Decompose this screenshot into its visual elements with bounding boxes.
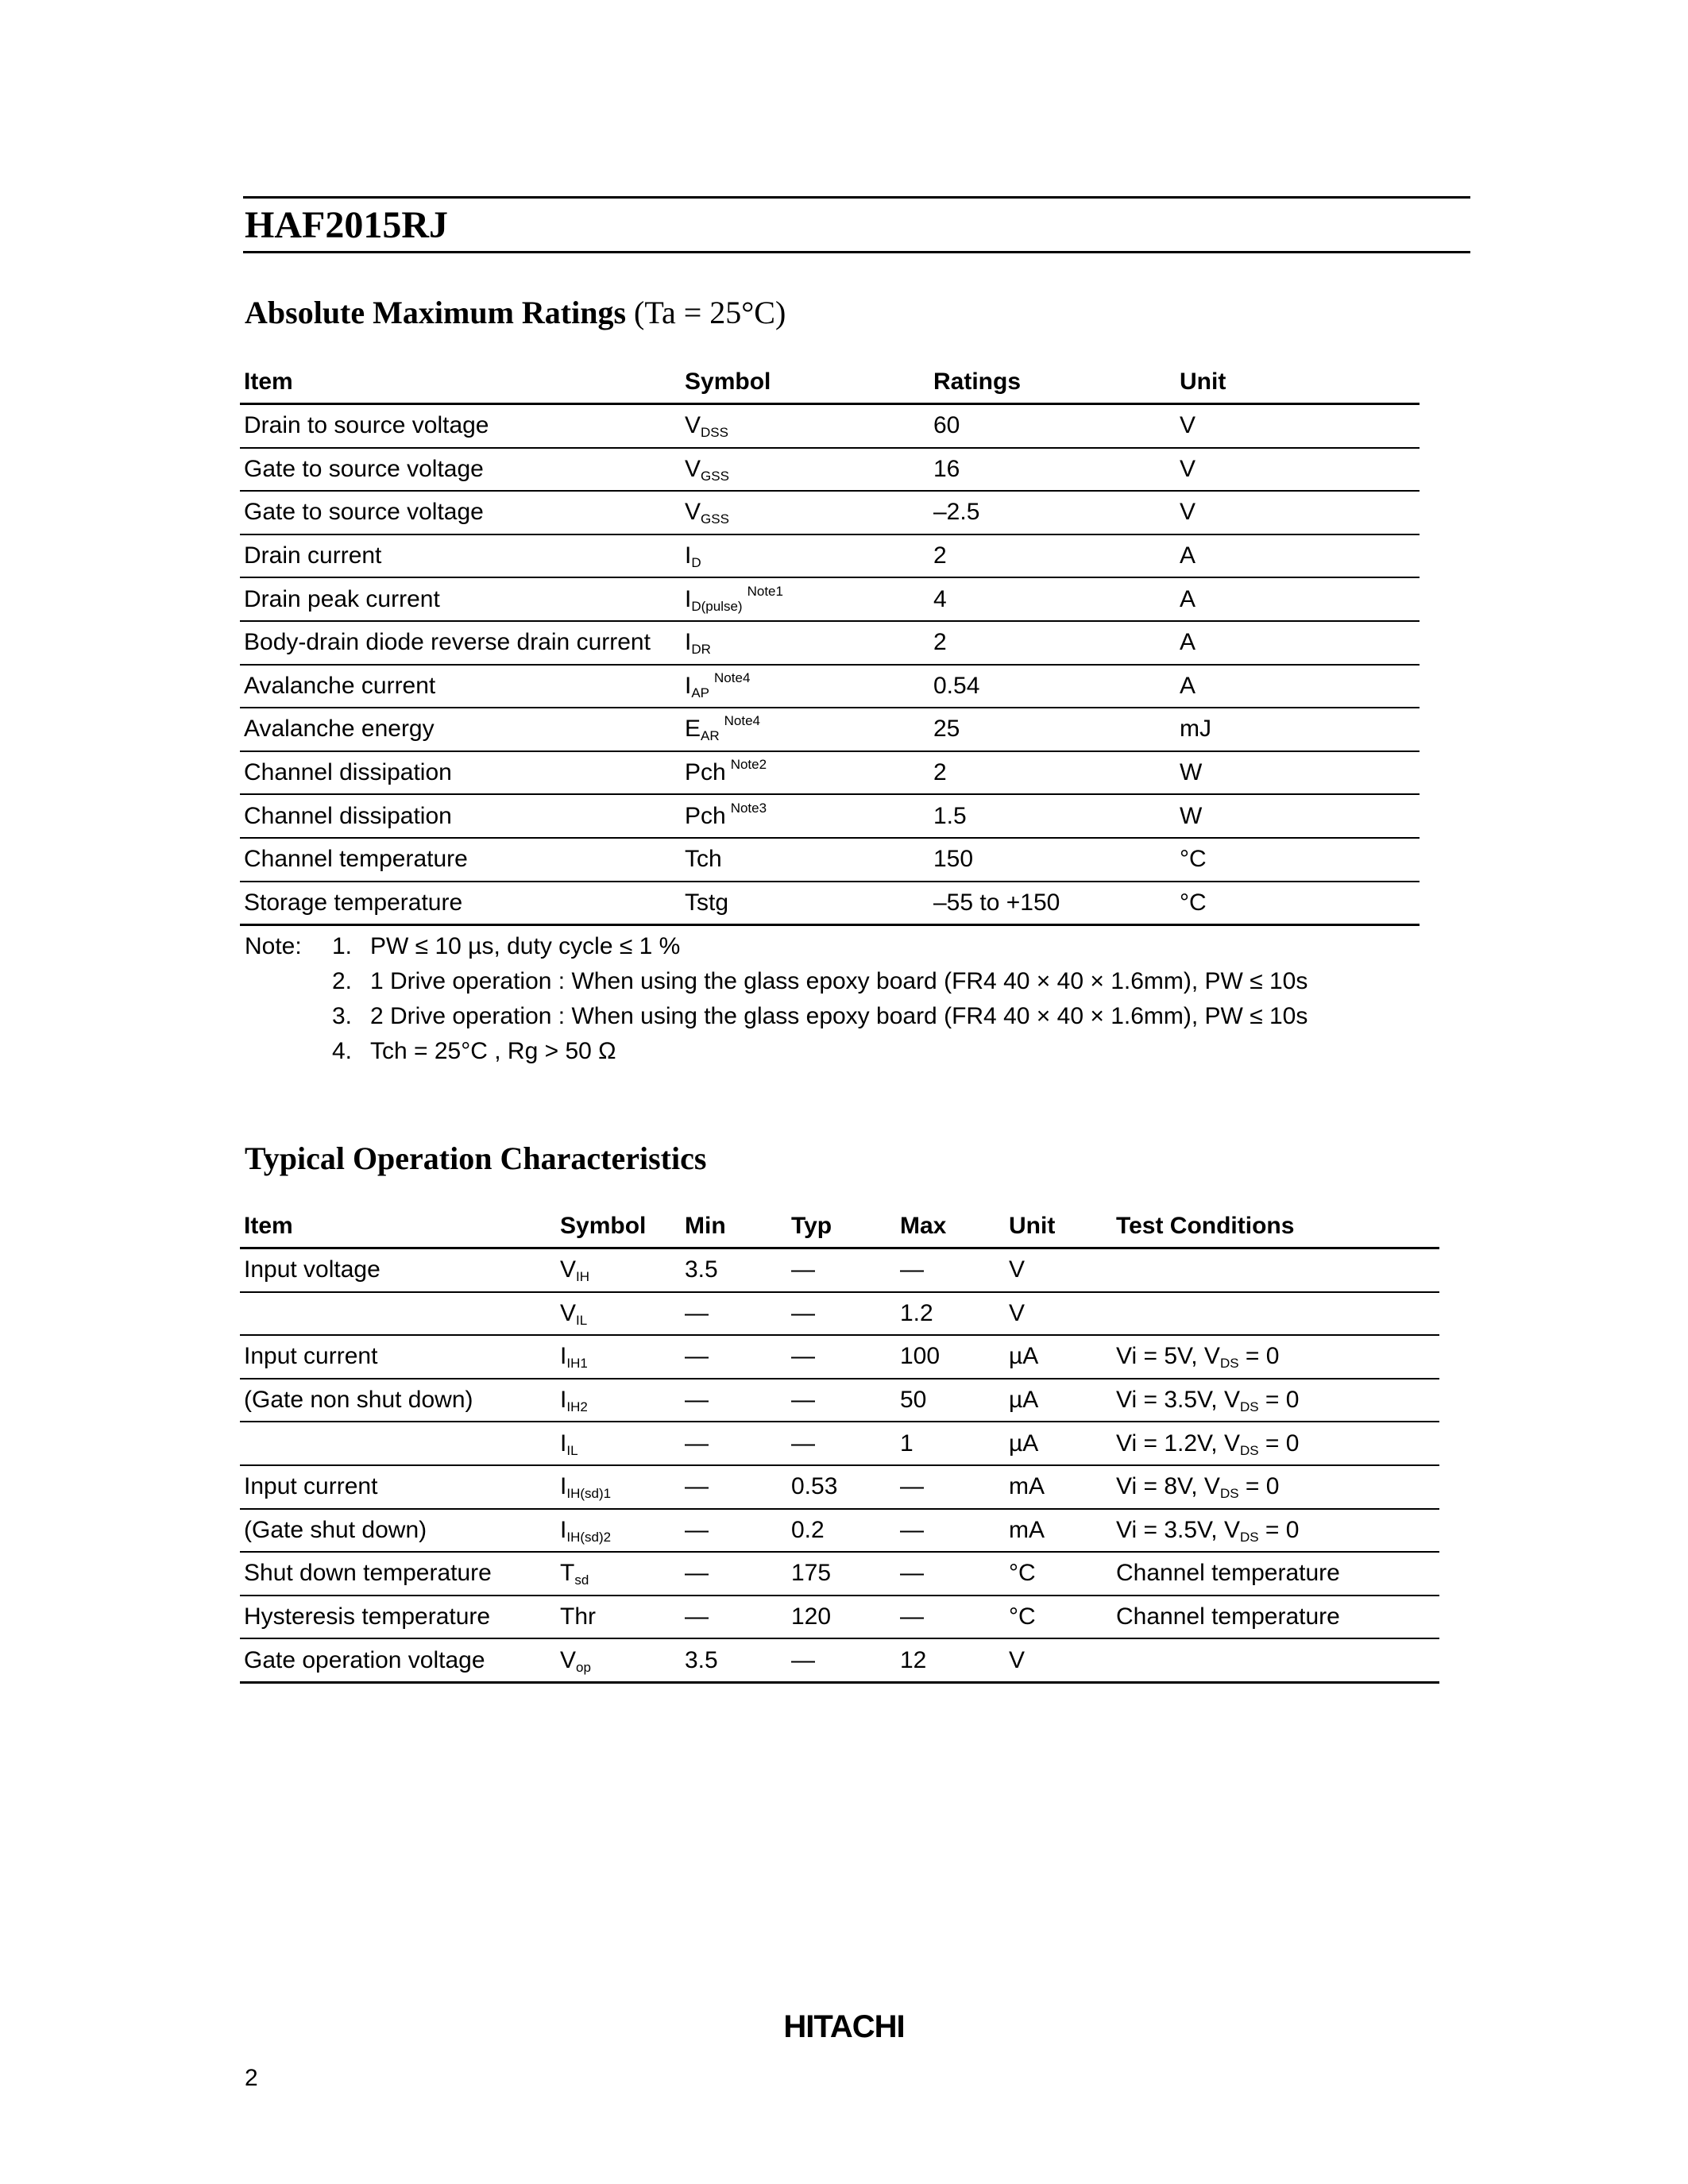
- symbol-cell: [556, 1638, 681, 1682]
- table-row: [240, 1552, 1439, 1596]
- symbol-subscript: IH: [576, 1269, 590, 1285]
- item-cell: (Gate shut down): [240, 1509, 556, 1553]
- unit-cell: V: [1005, 1248, 1112, 1292]
- column-header: Item: [240, 361, 681, 404]
- table-header-row: [240, 361, 1420, 404]
- symbol-main: I: [685, 672, 692, 699]
- symbol-note-ref: Note2: [730, 757, 767, 773]
- item-cell: Hysteresis temperature: [240, 1596, 556, 1639]
- rating-cell: 4: [929, 577, 1176, 621]
- page-number: 2: [245, 2065, 258, 2091]
- part-number-title: HAF2015RJ: [245, 204, 448, 246]
- typical-operation-table: [240, 1206, 1439, 1684]
- unit-cell: µA: [1005, 1335, 1112, 1379]
- symbol-cell: [556, 1379, 681, 1422]
- unit-cell: °C: [1176, 838, 1420, 882]
- symbol-cell: [556, 1552, 681, 1596]
- typ-cell: —: [787, 1335, 896, 1379]
- item-cell: Gate to source voltage: [240, 448, 681, 492]
- max-cell: 12: [896, 1638, 1005, 1682]
- max-cell: 100: [896, 1335, 1005, 1379]
- test-condition-cell: [1112, 1335, 1439, 1379]
- table-row: [240, 1465, 1439, 1509]
- symbol-subscript: sd: [574, 1572, 589, 1588]
- unit-cell: A: [1176, 534, 1420, 578]
- condition-text: Channel temperature: [1116, 1603, 1340, 1630]
- item-cell: [240, 1292, 556, 1336]
- test-condition-cell: [1112, 1248, 1439, 1292]
- table-row: [240, 534, 1420, 578]
- note-item: [245, 964, 1308, 999]
- table-row: [240, 448, 1420, 492]
- column-header: Max: [896, 1206, 1005, 1248]
- item-cell: Channel temperature: [240, 838, 681, 882]
- table-row: [240, 794, 1420, 838]
- table-row: [240, 665, 1420, 708]
- item-cell: [240, 1422, 556, 1465]
- table-row: [240, 491, 1420, 534]
- symbol-cell: [681, 882, 929, 925]
- note-number: 1.: [332, 933, 353, 959]
- absolute-max-section-title: [245, 294, 786, 332]
- symbol-cell: [556, 1335, 681, 1379]
- symbol-cell: [681, 708, 929, 751]
- symbol-note-ref: Note3: [730, 800, 767, 816]
- table-row: [240, 577, 1420, 621]
- unit-cell: µA: [1005, 1422, 1112, 1465]
- typ-cell: —: [787, 1292, 896, 1336]
- unit-cell: A: [1176, 665, 1420, 708]
- symbol-main: I: [685, 585, 692, 612]
- table-row: [240, 1292, 1439, 1336]
- max-cell: —: [896, 1248, 1005, 1292]
- min-cell: —: [681, 1379, 787, 1422]
- symbol-main: I: [560, 1473, 567, 1500]
- unit-cell: V: [1176, 404, 1420, 448]
- unit-cell: mA: [1005, 1465, 1112, 1509]
- note-number: 2.: [332, 968, 353, 994]
- item-cell: Avalanche energy: [240, 708, 681, 751]
- max-cell: —: [896, 1552, 1005, 1596]
- table-header-row: [240, 1206, 1439, 1248]
- symbol-main: I: [685, 542, 692, 569]
- min-cell: —: [681, 1596, 787, 1639]
- item-cell: Input voltage: [240, 1248, 556, 1292]
- unit-cell: °C: [1005, 1552, 1112, 1596]
- test-condition-cell: [1112, 1292, 1439, 1336]
- note-item: [245, 1034, 1308, 1069]
- rating-cell: 0.54: [929, 665, 1176, 708]
- unit-cell: V: [1176, 491, 1420, 534]
- symbol-cell: [556, 1422, 681, 1465]
- max-cell: —: [896, 1465, 1005, 1509]
- condition-tail: = 0: [1238, 1343, 1280, 1370]
- unit-cell: V: [1005, 1638, 1112, 1682]
- rating-cell: 150: [929, 838, 1176, 882]
- typ-cell: —: [787, 1422, 896, 1465]
- symbol-main: I: [685, 629, 692, 656]
- symbol-main: T: [560, 1560, 575, 1587]
- item-cell: Drain current: [240, 534, 681, 578]
- table-row: [240, 838, 1420, 882]
- column-header: Item: [240, 1206, 556, 1248]
- symbol-cell: [681, 534, 929, 578]
- column-header: Test Conditions: [1112, 1206, 1439, 1248]
- condition-text: Vi = 8V, V: [1116, 1473, 1220, 1500]
- symbol-cell: [681, 751, 929, 795]
- symbol-note-ref: Note4: [724, 713, 761, 729]
- column-header: Symbol: [556, 1206, 681, 1248]
- typ-cell: —: [787, 1638, 896, 1682]
- rating-cell: 2: [929, 751, 1176, 795]
- table-row: [240, 1509, 1439, 1553]
- symbol-subscript: IL: [576, 1312, 588, 1328]
- item-cell: Drain peak current: [240, 577, 681, 621]
- symbol-cell: [556, 1292, 681, 1336]
- symbol-main: Tstg: [685, 889, 729, 916]
- condition-text: Vi = 3.5V, V: [1116, 1387, 1240, 1414]
- table-row: [240, 1379, 1439, 1422]
- symbol-subscript: DSS: [701, 425, 728, 441]
- max-cell: —: [896, 1509, 1005, 1553]
- unit-cell: °C: [1005, 1596, 1112, 1639]
- max-cell: 50: [896, 1379, 1005, 1422]
- condition-subscript: DS: [1239, 1399, 1259, 1415]
- symbol-subscript: DR: [691, 642, 711, 658]
- test-condition-cell: [1112, 1509, 1439, 1553]
- item-cell: Storage temperature: [240, 882, 681, 925]
- symbol-subscript: D: [691, 555, 701, 571]
- unit-cell: mJ: [1176, 708, 1420, 751]
- table-row: [240, 1335, 1439, 1379]
- symbol-subscript: op: [576, 1659, 591, 1675]
- symbol-subscript: AR: [701, 728, 720, 744]
- symbol-cell: [681, 448, 929, 492]
- symbol-cell: [681, 404, 929, 448]
- symbol-cell: [681, 838, 929, 882]
- test-condition-cell: [1112, 1465, 1439, 1509]
- column-header: Typ: [787, 1206, 896, 1248]
- symbol-subscript: AP: [691, 685, 710, 700]
- ratings-notes: [245, 929, 1308, 1069]
- min-cell: 3.5: [681, 1248, 787, 1292]
- item-cell: (Gate non shut down): [240, 1379, 556, 1422]
- condition-subscript: DS: [1219, 1486, 1239, 1502]
- symbol-cell: [556, 1509, 681, 1553]
- item-cell: Gate to source voltage: [240, 491, 681, 534]
- note-text: 1 Drive operation : When using the glass epoxy board (FR4 40 × 40 × 1.6mm), PW ≤ 10s: [370, 968, 1308, 994]
- symbol-cell: [556, 1465, 681, 1509]
- min-cell: —: [681, 1335, 787, 1379]
- symbol-subscript: GSS: [701, 511, 729, 527]
- unit-cell: W: [1176, 794, 1420, 838]
- typical-operation-body: [240, 1248, 1439, 1683]
- symbol-cell: [681, 665, 929, 708]
- test-condition-cell: [1112, 1596, 1439, 1639]
- rating-cell: –2.5: [929, 491, 1176, 534]
- max-cell: —: [896, 1596, 1005, 1639]
- typ-cell: 120: [787, 1596, 896, 1639]
- typ-cell: —: [787, 1379, 896, 1422]
- symbol-note-ref: Note4: [714, 669, 751, 685]
- rating-cell: 25: [929, 708, 1176, 751]
- symbol-subscript: IH1: [566, 1356, 588, 1372]
- symbol-main: E: [685, 716, 701, 743]
- note-text: PW ≤ 10 µs, duty cycle ≤ 1 %: [370, 933, 681, 959]
- symbol-main: V: [560, 1299, 577, 1326]
- symbol-main: I: [560, 1387, 567, 1414]
- symbol-subscript: IH(sd)1: [566, 1486, 612, 1502]
- table-row: [240, 1638, 1439, 1682]
- symbol-cell: [556, 1248, 681, 1292]
- note-text: 2 Drive operation : When using the glass epoxy board (FR4 40 × 40 × 1.6mm), PW ≤ 10s: [370, 1003, 1308, 1029]
- note-number: 3.: [332, 1003, 353, 1029]
- symbol-main: V: [685, 412, 701, 439]
- unit-cell: V: [1176, 448, 1420, 492]
- typ-cell: 175: [787, 1552, 896, 1596]
- condition-tail: = 0: [1258, 1430, 1300, 1457]
- symbol-cell: [681, 621, 929, 665]
- test-condition-cell: [1112, 1379, 1439, 1422]
- unit-cell: mA: [1005, 1509, 1112, 1553]
- rating-cell: 2: [929, 621, 1176, 665]
- absolute-max-ratings-body: [240, 404, 1420, 925]
- min-cell: —: [681, 1465, 787, 1509]
- condition-text: Vi = 5V, V: [1116, 1343, 1220, 1370]
- symbol-main: Pch: [685, 759, 726, 786]
- item-cell: Channel dissipation: [240, 794, 681, 838]
- test-condition-cell: [1112, 1638, 1439, 1682]
- table-row: [240, 1248, 1439, 1292]
- note-text: Tch = 25°C , Rg > 50 Ω: [370, 1038, 616, 1064]
- table-row: [240, 621, 1420, 665]
- unit-cell: A: [1176, 621, 1420, 665]
- symbol-main: Tch: [685, 846, 722, 873]
- min-cell: —: [681, 1509, 787, 1553]
- condition-tail: = 0: [1258, 1516, 1300, 1543]
- table-row: [240, 708, 1420, 751]
- symbol-main: I: [560, 1516, 567, 1543]
- rating-cell: 2: [929, 534, 1176, 578]
- symbol-subscript: GSS: [701, 468, 729, 484]
- item-cell: Input current: [240, 1335, 556, 1379]
- header-rule-top: [243, 196, 1470, 199]
- condition-text: Vi = 1.2V, V: [1116, 1430, 1240, 1457]
- symbol-main: Pch: [685, 802, 726, 829]
- unit-cell: V: [1005, 1292, 1112, 1336]
- item-cell: Input current: [240, 1465, 556, 1509]
- typical-operation-title: Typical Operation Characteristics: [245, 1140, 707, 1176]
- item-cell: Channel dissipation: [240, 751, 681, 795]
- condition-subscript: DS: [1239, 1442, 1259, 1458]
- min-cell: —: [681, 1422, 787, 1465]
- absolute-max-ratings-table: [240, 361, 1420, 926]
- min-cell: 3.5: [681, 1638, 787, 1682]
- unit-cell: A: [1176, 577, 1420, 621]
- symbol-cell: [681, 577, 929, 621]
- symbol-note-ref: Note1: [747, 583, 783, 599]
- min-cell: —: [681, 1552, 787, 1596]
- header-rule-bottom: [243, 251, 1470, 253]
- condition-text: Vi = 3.5V, V: [1116, 1516, 1240, 1543]
- symbol-subscript: IL: [566, 1442, 578, 1458]
- hitachi-logo: HITACHI: [783, 2009, 905, 2044]
- rating-cell: –55 to +150: [929, 882, 1176, 925]
- column-header: Min: [681, 1206, 787, 1248]
- typ-cell: 0.2: [787, 1509, 896, 1553]
- absolute-max-condition: (Ta = 25°C): [634, 295, 786, 330]
- symbol-main: I: [560, 1343, 567, 1370]
- symbol-subscript: IH(sd)2: [566, 1529, 612, 1545]
- note-item: [245, 929, 1308, 964]
- table-row: [240, 751, 1420, 795]
- symbol-main: I: [560, 1430, 567, 1457]
- column-header: Unit: [1176, 361, 1420, 404]
- symbol-cell: [681, 794, 929, 838]
- unit-cell: W: [1176, 751, 1420, 795]
- item-cell: Body-drain diode reverse drain current: [240, 621, 681, 665]
- note-item: [245, 999, 1308, 1034]
- table-row: [240, 882, 1420, 925]
- typ-cell: 0.53: [787, 1465, 896, 1509]
- symbol-cell: [681, 491, 929, 534]
- unit-cell: °C: [1176, 882, 1420, 925]
- typ-cell: —: [787, 1248, 896, 1292]
- symbol-main: V: [685, 455, 701, 482]
- condition-subscript: DS: [1219, 1356, 1239, 1372]
- absolute-max-title: Absolute Maximum Ratings: [245, 295, 627, 330]
- test-condition-cell: [1112, 1552, 1439, 1596]
- unit-cell: µA: [1005, 1379, 1112, 1422]
- condition-tail: = 0: [1258, 1387, 1300, 1414]
- symbol-subscript: D(pulse): [691, 598, 743, 614]
- condition-subscript: DS: [1239, 1529, 1259, 1545]
- condition-tail: = 0: [1238, 1473, 1280, 1500]
- symbol-main: V: [560, 1256, 577, 1283]
- condition-text: Channel temperature: [1116, 1560, 1340, 1587]
- column-header: Symbol: [681, 361, 929, 404]
- note-number: 4.: [332, 1038, 353, 1064]
- table-row: [240, 404, 1420, 448]
- symbol-subscript: IH2: [566, 1399, 588, 1415]
- rating-cell: 1.5: [929, 794, 1176, 838]
- table-row: [240, 1422, 1439, 1465]
- rating-cell: 60: [929, 404, 1176, 448]
- symbol-main: Thr: [560, 1603, 596, 1630]
- test-condition-cell: [1112, 1422, 1439, 1465]
- symbol-cell: [556, 1596, 681, 1639]
- table-row: [240, 1596, 1439, 1639]
- item-cell: Shut down temperature: [240, 1552, 556, 1596]
- max-cell: 1: [896, 1422, 1005, 1465]
- item-cell: Gate operation voltage: [240, 1638, 556, 1682]
- symbol-main: V: [560, 1646, 577, 1673]
- column-header: Ratings: [929, 361, 1176, 404]
- symbol-main: V: [685, 499, 701, 526]
- notes-label: Note:: [245, 933, 302, 959]
- item-cell: Drain to source voltage: [240, 404, 681, 448]
- rating-cell: 16: [929, 448, 1176, 492]
- min-cell: —: [681, 1292, 787, 1336]
- item-cell: Avalanche current: [240, 665, 681, 708]
- max-cell: 1.2: [896, 1292, 1005, 1336]
- column-header: Unit: [1005, 1206, 1112, 1248]
